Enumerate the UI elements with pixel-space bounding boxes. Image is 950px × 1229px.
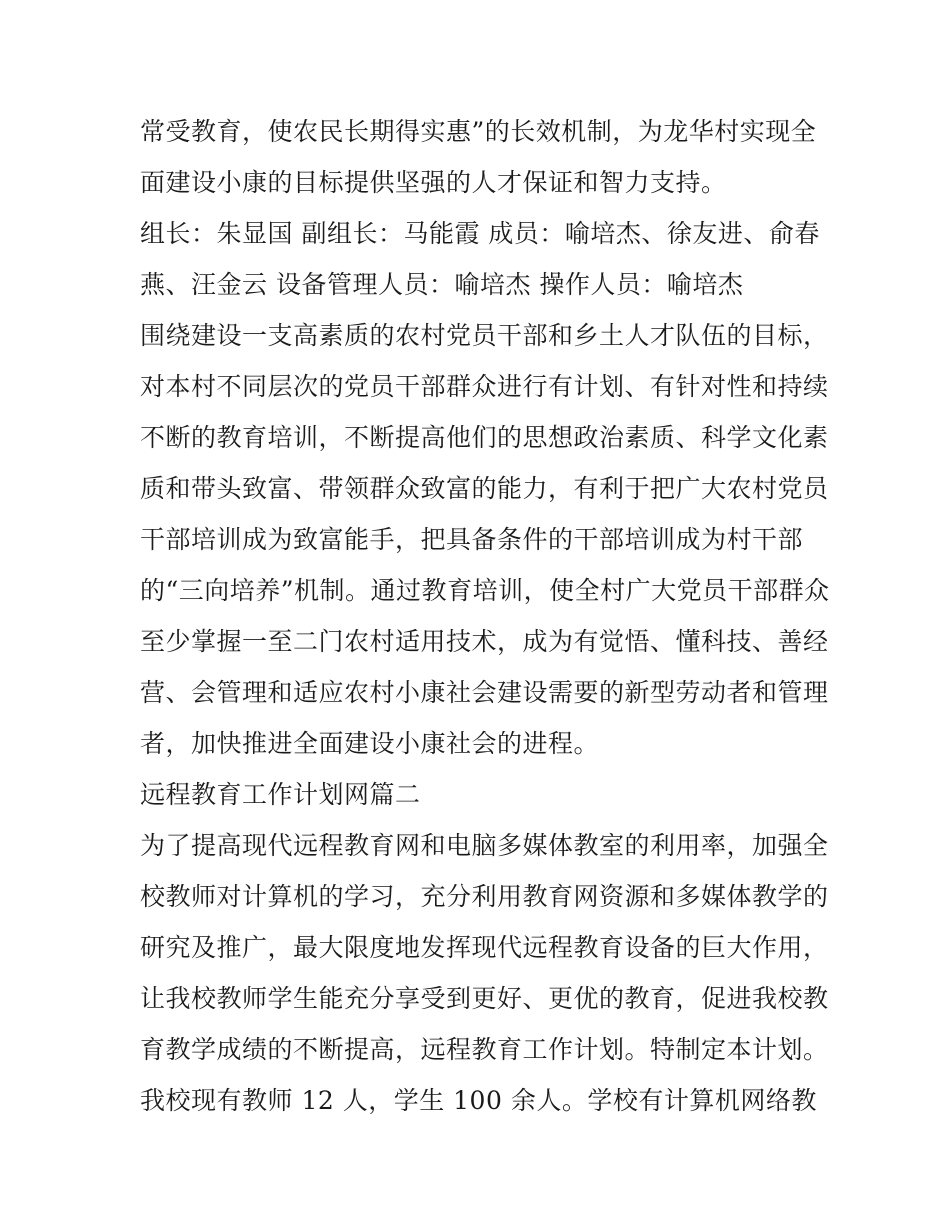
paragraph-line: 的“三向培养”机制。通过教育培训，使全村广大党员干部群众	[140, 576, 830, 605]
paragraph-line: 者，加快推进全面建设小康社会的进程。	[140, 729, 600, 758]
paragraph-line: 组长：朱显国 副组长：马能霞 成员：喻培杰、徐友进、俞春	[140, 219, 820, 248]
paragraph-line: 常受教育，使农民长期得实惠”的长效机制，为龙华村实现全	[140, 117, 817, 146]
paragraph-line: 面建设小康的目标提供坚强的人才保证和智力支持。	[140, 168, 727, 197]
paragraph-line: 校教师对计算机的学习，充分利用教育网资源和多媒体教学的	[140, 882, 829, 911]
paragraph-line: 营、会管理和适应农村小康社会建设需要的新型劳动者和管理	[140, 678, 829, 707]
paragraph-line: 围绕建设一支高素质的农村党员干部和乡土人才队伍的目标，	[140, 321, 829, 350]
paragraph-line: 研究及推广，最大限度地发挥现代远程教育设备的巨大作用，	[140, 933, 829, 962]
paragraph-line: 至少掌握一至二门农村适用技术，成为有觉悟、懂科技、善经	[140, 627, 829, 656]
paragraph-line: 质和带头致富、带领群众致富的能力，有利于把广大农村党员	[140, 474, 829, 503]
paragraph-line: 对本村不同层次的党员干部群众进行有计划、有针对性和持续	[140, 372, 829, 401]
document-body	[140, 106, 830, 1126]
section-heading: 远程教育工作计划网篇二	[140, 780, 421, 809]
paragraph-line: 育教学成绩的不断提高，远程教育工作计划。特制定本计划。	[140, 1035, 829, 1064]
paragraph-line: 我校现有教师 12 人，学生 100 余人。学校有计算机网络教	[140, 1086, 817, 1115]
paragraph-line: 为了提高现代远程教育网和电脑多媒体教室的利用率，加强全	[140, 831, 829, 860]
paragraph-line: 燕、汪金云 设备管理人员：喻培杰 操作人员：喻培杰	[140, 270, 744, 299]
paragraph-line: 让我校教师学生能充分享受到更好、更优的教育，促进我校教	[140, 984, 829, 1013]
paragraph-line: 干部培训成为致富能手，把具备条件的干部培训成为村干部	[140, 525, 804, 554]
paragraph-line: 不断的教育培训，不断提高他们的思想政治素质、科学文化素	[140, 423, 829, 452]
